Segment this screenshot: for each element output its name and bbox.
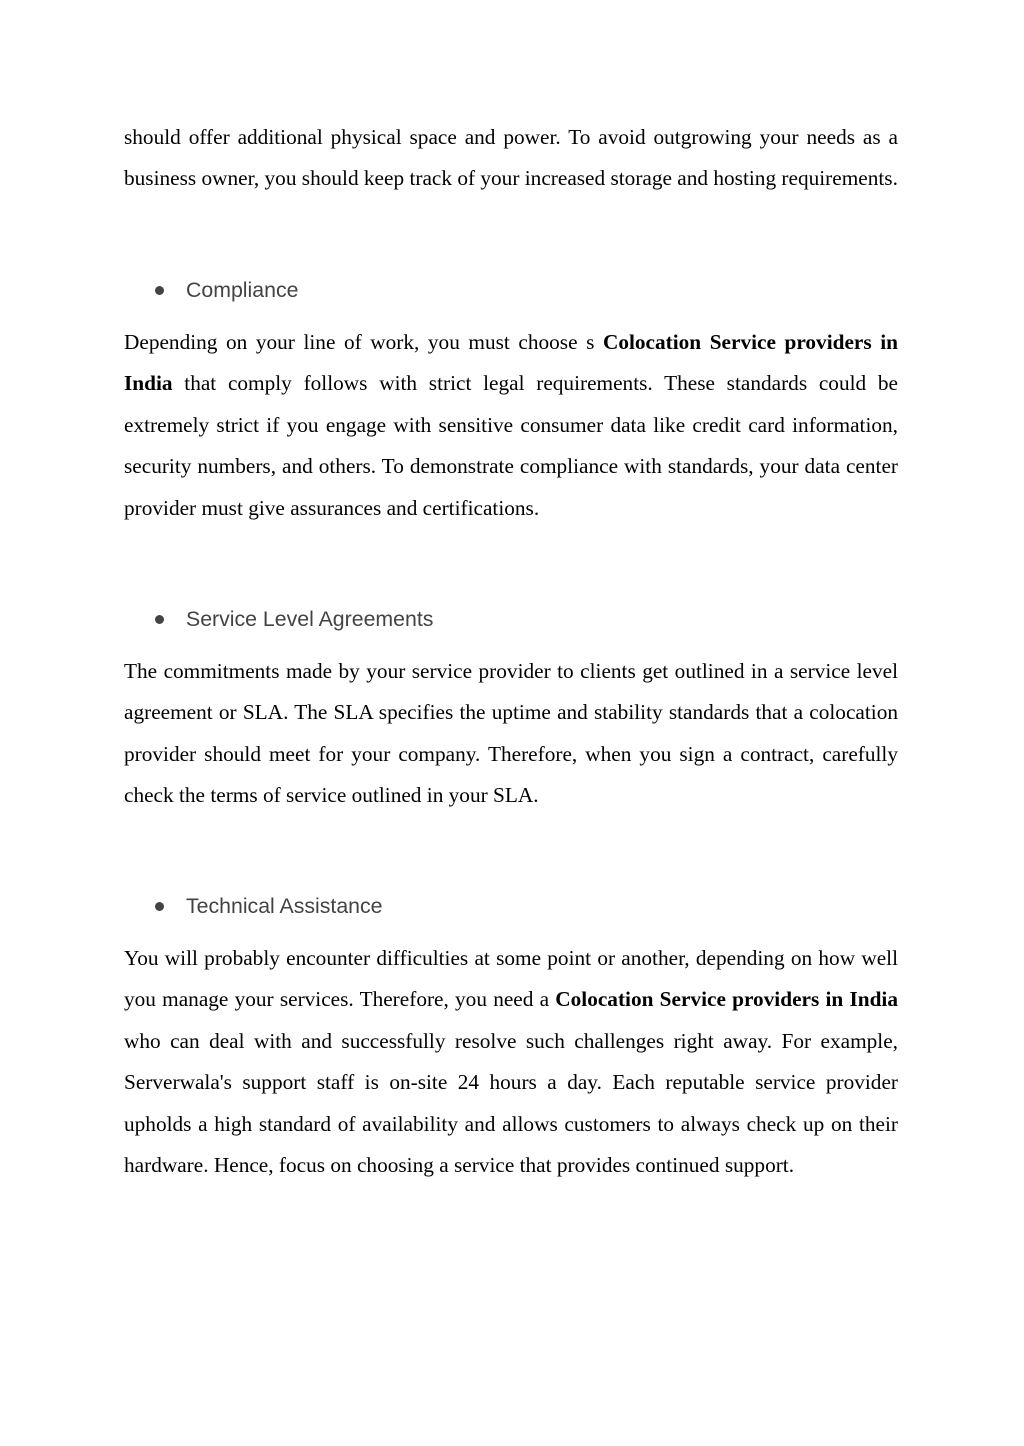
heading-label: Service Level Agreements — [186, 607, 434, 631]
paragraph-text: that comply follows with strict legal requirements. These standards could be extremely strict if you engage with sensitive consumer data like credit card information, security numbers, and others. To demonstrate compliance with standards, your data center provider must give assurances and certifications. — [124, 371, 898, 520]
paragraph-scalability — [124, 117, 898, 200]
bullet-icon — [155, 286, 164, 295]
paragraph-text: You will probably encounter difficulties at some point or another, depending on how well you manage your services. Therefore, you need a — [124, 946, 898, 1012]
paragraph-sla — [124, 651, 898, 817]
paragraph-text: The commitments made by your service provider to clients get outlined in a service level agreement or SLA. The SLA specifies the uptime and stability standards that a colocation provider should meet for your company. Therefore, when you sign a contract, carefully check the terms of service outlined in your SLA. — [124, 659, 898, 808]
paragraph-compliance — [124, 322, 898, 529]
heading-compliance — [155, 276, 298, 304]
paragraph-text: should offer additional physical space and power. To avoid outgrowing your needs as a business owner, you should keep track of your increased storage and hosting requirements. — [124, 125, 898, 191]
paragraph-text: who can deal with and successfully resolve such challenges right away. For example, Serverwala's support staff is on-site 24 hours a day. Each reputable service provider upholds a high standard of availability and allows customers to always check up on their hardware. Hence, focus on choosing a service that provides continued support. — [124, 1028, 898, 1178]
heading-service-level-agreements — [155, 605, 433, 633]
bold-keyword: Colocation Service providers in India — [555, 987, 898, 1012]
paragraph-text: Depending on your line of work, you must choose s — [124, 330, 603, 354]
paragraph-technical-assistance — [124, 938, 898, 1186]
heading-technical-assistance — [155, 892, 383, 920]
bullet-icon — [155, 615, 164, 624]
heading-label: Compliance — [186, 278, 299, 302]
heading-label: Technical Assistance — [186, 894, 383, 918]
bullet-icon — [155, 902, 164, 911]
bold-keyword: Colocation Service providers in India — [124, 330, 898, 396]
